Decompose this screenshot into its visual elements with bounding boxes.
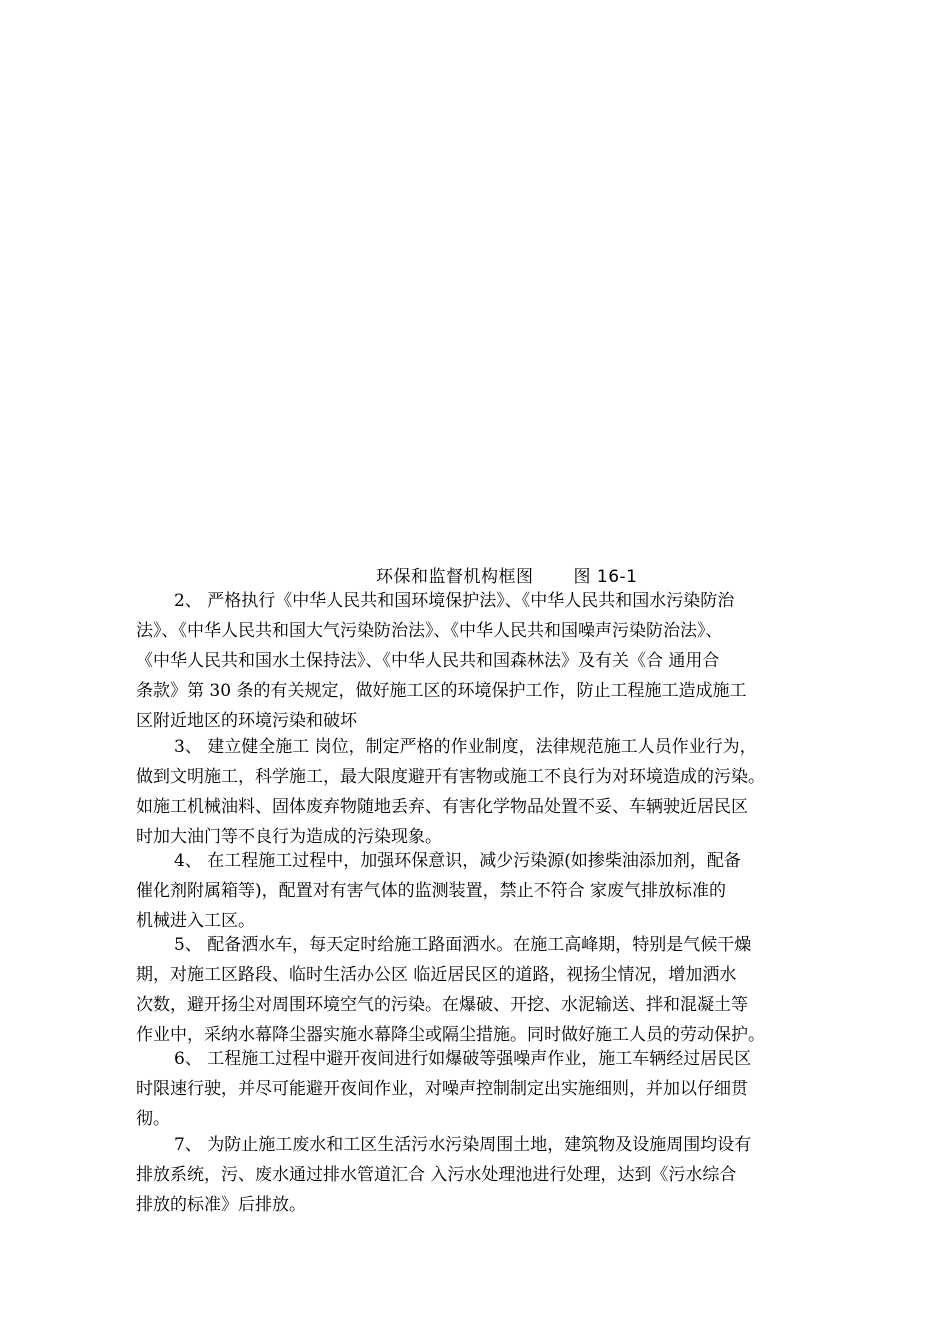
paragraph-6 xyxy=(136,1044,872,1134)
paragraph-line: 3、 建立健全施工 岗位，制定严格的作业制度，法律规范施工人员作业行为， xyxy=(174,737,757,757)
paragraph-2 xyxy=(136,586,872,736)
paragraph-7 xyxy=(136,1130,872,1220)
paragraph-line: 机械进入工区。 xyxy=(136,911,255,931)
paragraph-line: 做到文明施工，科学施工，最大限度避开有害物或施工不良行为对环境造成的污染。 xyxy=(136,767,765,787)
paragraph-5 xyxy=(136,930,872,1050)
paragraph-line: 彻。 xyxy=(136,1109,170,1129)
paragraph-line: 期，对施工区路段、临时生活办公区 临近居民区的道路，视扬尘情况，增加洒水 xyxy=(136,965,737,985)
paragraph-line: 4、 在工程施工过程中，加强环保意识，减少污染源(如掺柴油添加剂，配备 xyxy=(174,851,741,871)
paragraph-3 xyxy=(136,732,872,852)
caption-title: 环保和监督机构框图 xyxy=(376,567,534,587)
figure-caption xyxy=(376,562,638,587)
paragraph-line: 区附近地区的环境污染和破坏 xyxy=(136,711,357,731)
paragraph-line: 时限速行驶，并尽可能避开夜间作业，对噪声控制制定出实施细则，并加以仔细贯 xyxy=(136,1079,748,1099)
paragraph-line: 时加大油门等不良行为造成的污染现象。 xyxy=(136,827,442,847)
paragraph-line: 7、 为防止施工废水和工区生活污水污染周围土地，建筑物及设施周围均设有 xyxy=(174,1135,752,1155)
paragraph-line: 如施工机械油料、固体废弃物随地丢弃、有害化学物品处置不妥、车辆驶近居民区 xyxy=(136,797,748,817)
paragraph-line: 排放系统，污、废水通过排水管道汇合 入污水处理池进行处理，达到《污水综合 xyxy=(136,1165,737,1185)
paragraph-line: 次数，避开扬尘对周围环境空气的污染。在爆破、开挖、水泥输送、拌和混凝土等 xyxy=(136,995,748,1015)
paragraph-line: 法》、《中华人民共和国大气污染防治法》、《中华人民共和国噪声污染防治法》、 xyxy=(136,621,723,641)
paragraph-line: 2、 严格执行《中华人民共和国环境保护法》、《中华人民共和国水污染防治 xyxy=(174,591,735,611)
paragraph-line: 5、 配备洒水车，每天定时给施工路面洒水。在施工高峰期，特别是气候干燥 xyxy=(174,935,752,955)
paragraph-line: 条款》第 30 条的有关规定，做好施工区的环境保护工作，防止工程施工造成施工 xyxy=(136,681,747,701)
paragraph-line: 作业中，采纳水幕降尘器实施水幕降尘或隔尘措施。同时做好施工人员的劳动保护。 xyxy=(136,1025,765,1045)
paragraph-line: 6、 工程施工过程中避开夜间进行如爆破等强噪声作业，施工车辆经过居民区 xyxy=(174,1049,752,1069)
paragraph-line: 排放的标准》后排放。 xyxy=(136,1195,306,1215)
paragraph-line: 《中华人民共和国水土保持法》、《中华人民共和国森林法》及有关《合 通用合 xyxy=(136,651,720,671)
paragraph-line: 催化剂附属箱等)，配置对有害气体的监测装置，禁止不符合 家废气排放标准的 xyxy=(136,881,727,901)
paragraph-4 xyxy=(136,846,872,936)
caption-figure-number: 图 16-1 xyxy=(573,567,638,587)
